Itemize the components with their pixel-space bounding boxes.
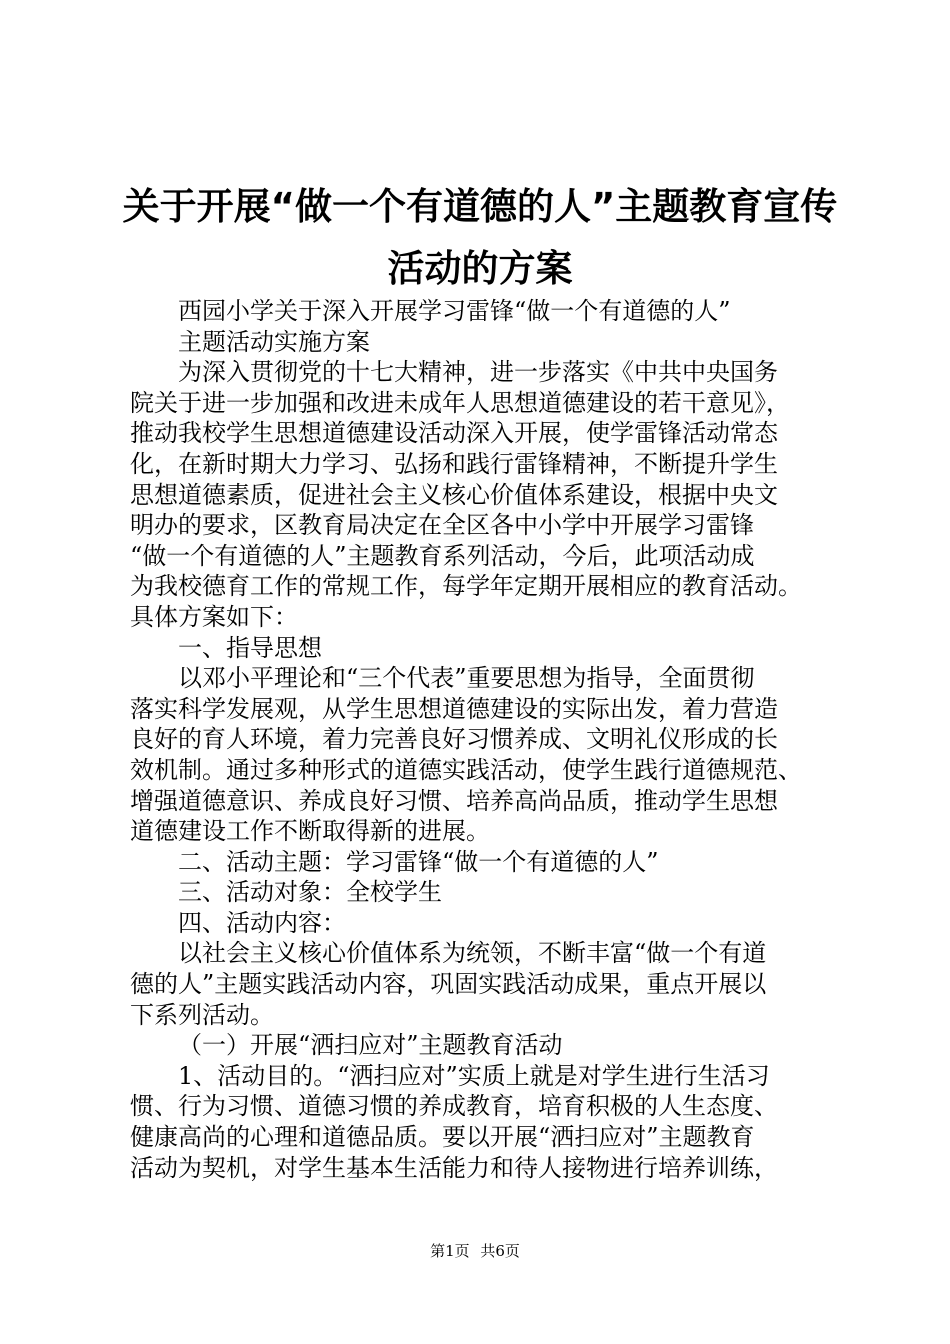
section-heading: 一、指导思想 (178, 633, 322, 662)
page-total: 共6页 (480, 1242, 520, 1260)
section-heading: 四、活动内容： (178, 908, 346, 937)
document-title-line-1: 关于开展“做一个有道德的人”主题教育宣传 (122, 185, 838, 228)
section-heading: 二、活动主题：学习雷锋“做一个有道德的人” (178, 847, 659, 876)
document-title-line-2: 活动的方案 (387, 247, 573, 290)
body-line: 良好的育人环境，着力完善良好习惯养成、文明礼仪形成的长 (130, 725, 778, 754)
body-line: 思想道德素质，促进社会主义核心价值体系建设，根据中央文 (130, 480, 778, 509)
body-line: 西园小学关于深入开展学习雷锋“做一个有道德的人” (178, 297, 731, 325)
body-line: 德的人”主题实践活动内容，巩固实践活动成果，重点开展以 (130, 970, 767, 999)
document-body (130, 296, 830, 1183)
body-line: 活动为契机，对学生基本生活能力和待人接物进行培养训练， (130, 1153, 778, 1182)
section-heading: 三、活动对象：全校学生 (178, 878, 442, 907)
body-line: 1、活动目的。“洒扫应对”实质上就是对学生进行生活习 (178, 1061, 770, 1090)
body-line: 为深入贯彻党的十七大精神，进一步落实《中共中央国务 (178, 358, 778, 387)
body-line: 以社会主义核心价值体系为统领，不断丰富“做一个有道 (178, 939, 767, 968)
body-line: 院关于进一步加强和改进未成年人思想道德建设的若干意见》， (130, 388, 790, 417)
body-line: 明办的要求，区教育局决定在全区各中小学中开展学习雷锋 (130, 511, 754, 540)
body-line: 惯、行为习惯、道德习惯的养成教育，培育积极的人生态度、 (130, 1092, 778, 1121)
page-footer (0, 1241, 950, 1261)
body-line: 下系列活动。 (130, 1000, 274, 1029)
body-line: 健康高尚的心理和道德品质。要以开展“洒扫应对”主题教育 (130, 1123, 755, 1152)
body-line: 化，在新时期大力学习、弘扬和践行雷锋精神，不断提升学生 (130, 449, 778, 478)
body-line: 推动我校学生思想道德建设活动深入开展，使学雷锋活动常态 (130, 419, 778, 448)
body-line: 落实科学发展观，从学生思想道德建设的实际出发，着力营造 (130, 694, 778, 723)
body-line: 具体方案如下： (130, 602, 298, 631)
page-number: 第1页 (430, 1242, 470, 1260)
body-line: 道德建设工作不断取得新的进展。 (130, 817, 490, 846)
body-line: 以邓小平理论和“三个代表”重要思想为指导，全面贯彻 (178, 664, 755, 693)
body-line: 为我校德育工作的常规工作，每学年定期开展相应的教育活动。 (130, 572, 802, 601)
subsection-heading: （一）开展“洒扫应对”主题教育活动 (178, 1031, 563, 1060)
body-line: “做一个有道德的人”主题教育系列活动，今后，此项活动成 (130, 541, 755, 570)
body-line: 效机制。通过多种形式的道德实践活动，使学生践行道德规范、 (130, 755, 802, 784)
body-line: 主题活动实施方案 (178, 327, 370, 356)
body-line: 增强道德意识、养成良好习惯、培养高尚品质，推动学生思想 (130, 786, 778, 815)
